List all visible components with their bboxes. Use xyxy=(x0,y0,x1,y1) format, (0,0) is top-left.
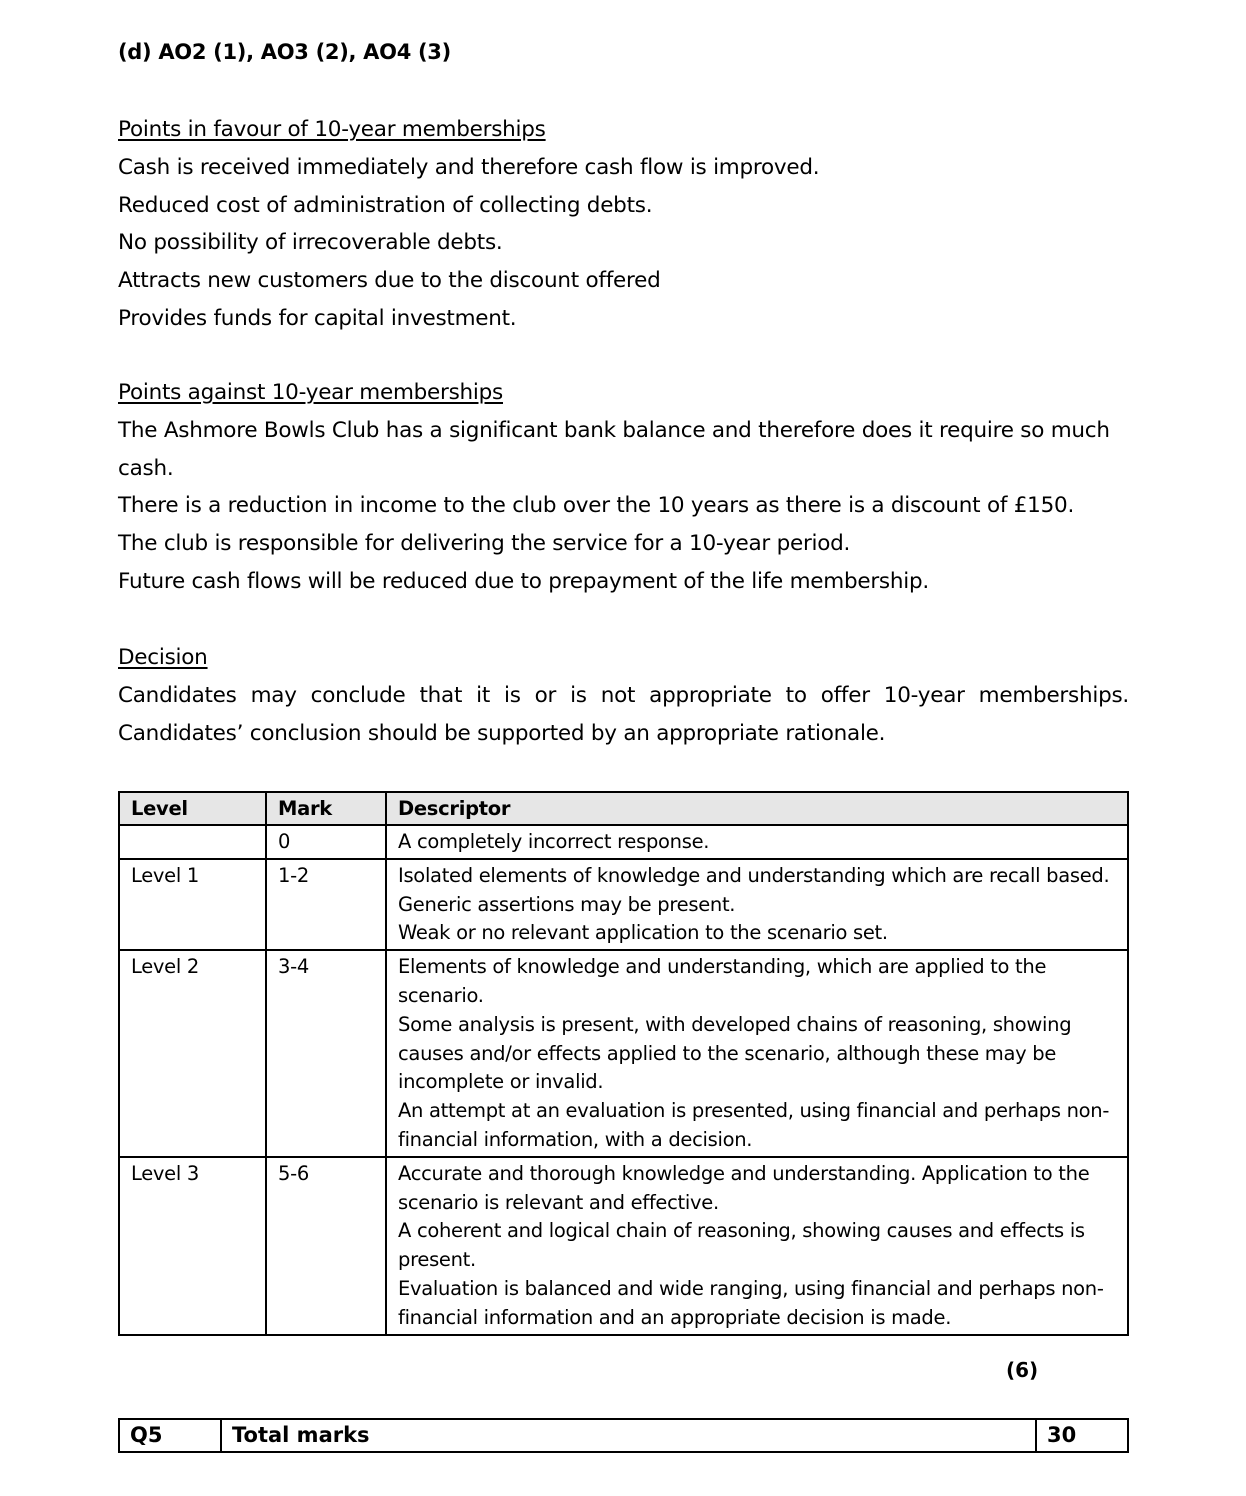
total-marks-label: Total marks xyxy=(221,1419,1036,1452)
table-row xyxy=(119,859,1128,950)
descriptor-line: Accurate and thorough knowledge and understanding. Application to the scenario is relevant and effective. xyxy=(398,1161,1090,1214)
level-cell: Level 2 xyxy=(119,950,266,1157)
level-cell: Level 3 xyxy=(119,1157,266,1335)
favour-point: Cash is received immediately and therefore cash flow is improved. xyxy=(118,154,820,180)
descriptor-line: Isolated elements of knowledge and understanding which are recall based. xyxy=(398,863,1110,887)
decision-title: Decision xyxy=(118,645,208,670)
descriptor-line: A completely incorrect response. xyxy=(398,830,710,853)
descriptor-line: A coherent and logical chain of reasoning, showing causes and effects is present. xyxy=(398,1219,1085,1272)
descriptor-cell xyxy=(386,950,1128,1157)
decision-section xyxy=(118,639,1129,752)
header-level: Level xyxy=(119,792,266,825)
header-descriptor: Descriptor xyxy=(386,792,1128,825)
against-point: There is a reduction in income to the club over the 10 years as there is a discount of £150. xyxy=(118,493,1075,519)
decision-line: Candidates may conclude that it is or is not appropriate to offer 10-year memberships. xyxy=(118,682,1129,708)
header-mark: Mark xyxy=(266,792,386,825)
level-cell xyxy=(119,825,266,859)
favour-point: No possibility of irrecoverable debts. xyxy=(118,230,503,256)
points-in-favour-title: Points in favour of 10-year memberships xyxy=(118,117,546,142)
mark-cell: 5-6 xyxy=(266,1157,386,1335)
points-against-title: Points against 10-year memberships xyxy=(118,380,503,405)
mark-cell: 1-2 xyxy=(266,859,386,950)
part-marks: (6) xyxy=(1006,1358,1039,1382)
total-marks-table xyxy=(118,1418,1129,1453)
total-row xyxy=(119,1419,1128,1452)
descriptor-cell xyxy=(386,1157,1128,1335)
descriptor-line: Some analysis is present, with developed chains of reasoning, showing causes and/or effects applied to the scenario, although these may be incomplete or invalid. xyxy=(398,1012,1072,1094)
points-against-section xyxy=(118,374,1129,601)
favour-point: Attracts new customers due to the discount offered xyxy=(118,268,661,294)
decision-line: Candidates’ conclusion should be supported by an appropriate rationale. xyxy=(118,720,886,746)
descriptor-line: An attempt at an evaluation is presented, using financial and perhaps non-financial information, with a decision. xyxy=(398,1099,1110,1151)
descriptor-line: Evaluation is balanced and wide ranging, using financial and perhaps non-financial information and an appropriate decision is made. xyxy=(398,1276,1104,1329)
favour-point: Reduced cost of administration of collecting debts. xyxy=(118,192,653,218)
favour-point: Provides funds for capital investment. xyxy=(118,305,517,331)
descriptor-line: Weak or no relevant application to the scenario set. xyxy=(398,921,888,945)
against-point: Future cash flows will be reduced due to prepayment of the life membership. xyxy=(118,568,929,594)
against-point: The club is responsible for delivering the service for a 10-year period. xyxy=(118,531,851,557)
descriptor-line: Elements of knowledge and understanding, which are applied to the scenario. xyxy=(398,955,1047,1007)
table-header-row xyxy=(119,792,1128,825)
descriptor-cell xyxy=(386,825,1128,859)
mark-cell: 3-4 xyxy=(266,950,386,1157)
against-point: The Ashmore Bowls Club has a significant bank balance and therefore does it require so much cash. xyxy=(118,417,1110,481)
descriptor-cell xyxy=(386,859,1128,950)
question-number: Q5 xyxy=(119,1419,221,1452)
mark-cell: 0 xyxy=(266,825,386,859)
descriptor-line: Generic assertions may be present. xyxy=(398,892,736,916)
table-row xyxy=(119,825,1128,859)
level-cell: Level 1 xyxy=(119,859,266,950)
table-row xyxy=(119,950,1128,1157)
total-marks-value: 30 xyxy=(1036,1419,1128,1452)
points-in-favour-section xyxy=(118,111,1129,338)
question-part-heading: (d) AO2 (1), AO3 (2), AO4 (3) xyxy=(118,40,451,64)
levels-marking-table xyxy=(118,791,1129,1336)
table-row xyxy=(119,1157,1128,1335)
